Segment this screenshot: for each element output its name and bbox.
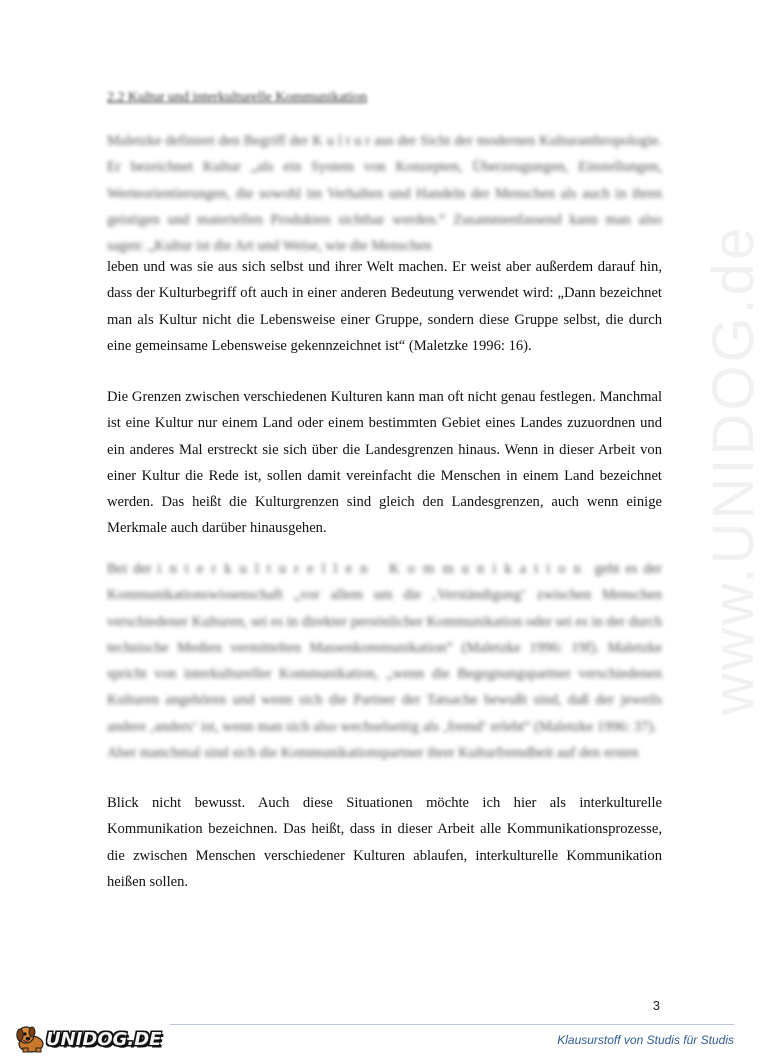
paragraph-3-blurred: Bei der interkulturellen Kommunikation geht es der Kommunikationswissenschaft „vor allem um die ‚Verständigung‘ zwischen Menschen verschiedener Kulturen, sei es in direkter persönlicher Kommunikation oder sei es in der durch technische Medien vermittelten Massenkommunikation“ (Maletzke 1996: 19f). Maletzke spricht von interkultureller Kommunikation, „wenn die Begegnungspartner verschiedenen Kulturen angehören und wenn sich die Partner der Tatsache bewußt sind, daß der jeweils andere ‚anders‘ ist, wenn man sich also wechselseitig als ‚fremd‘ erlebt“ (Maletzke 1996: 37). Aber manchmal sind sich die Kommunikationspartner ihrer Kulturfremdheit auf den ersten	[107, 561, 662, 762]
unidog-logo	[14, 1024, 161, 1054]
paragraph-1-clear: leben und was sie aus sich selbst und ihrer Welt machen. Er weist aber außerdem darauf hin, dass der Kulturbegriff oft auch in einer anderen Bedeutung verwendet wird: „Dann bezeichnet man als Kultur nicht die Lebensweise einer Gruppe, sondern diese Gruppe selbst, die durch eine gemeinsame Lebensweise gekennzeichnet ist“ (Maletzke 1996: 16).	[107, 259, 662, 354]
paragraph-2-clear: Die Grenzen zwischen verschiedenen Kulturen kann man oft nicht genau festlegen. Manchmal ist eine Kultur nur einem Land oder einem bestimmten Gebiet eines Landes zuzuordnen und ein anderes Mal erstreckt sie sich über die Landesgrenzen hinaus. Wenn in dieser Arbeit von einer Kultur die Rede ist, sollen damit vereinfacht die Menschen in einem Land bezeichnet werden. Das heißt die Kulturgrenzen sind gleich den Landesgrenzen, auch wenn einige Merkmale auch darüber hinausgehen.	[107, 389, 662, 537]
paragraph-3-clear: Blick nicht bewusst. Auch diese Situationen möchte ich hier als interkulturelle Kommunikation bezeichnen. Das heißt, dass in dieser Arbeit alle Kommunikationsprozesse, die zwischen Menschen verschiedener Kulturen ablaufen, interkulturelle Kommunikation heißen sollen.	[107, 795, 662, 890]
watermark: www.UNIDOG.de	[701, 224, 766, 715]
section-heading: 2.2 Kultur und interkulturelle Kommunikation	[107, 90, 368, 105]
footer-tagline: Klausurstoff von Studis für Studis	[557, 1033, 734, 1047]
logo-text: UNIDOG.DE	[46, 1028, 162, 1050]
page-number: 3	[652, 998, 660, 1013]
blurred-region-2	[100, 552, 675, 798]
blurred-region-1	[100, 118, 675, 256]
paragraph-1-blurred: Maletzke definiert den Begriff der K u l t u r aus der Sicht der modernen Kulturanthropologie. Er bezeichnet Kultur „als ein System von Konzepten, Überzeugungen, Einstellungen, Werteorientierungen, die sowohl im Verhalten und Handeln der Menschen als auch in ihren geistigen und materiellen Produkten sichtbar werden.“ Zusammenfassend kann man also sagen: „Kultur ist die Art und Weise, wie die Menschen	[107, 133, 662, 255]
clear-region-2	[100, 384, 675, 538]
footer-divider	[170, 1024, 734, 1025]
